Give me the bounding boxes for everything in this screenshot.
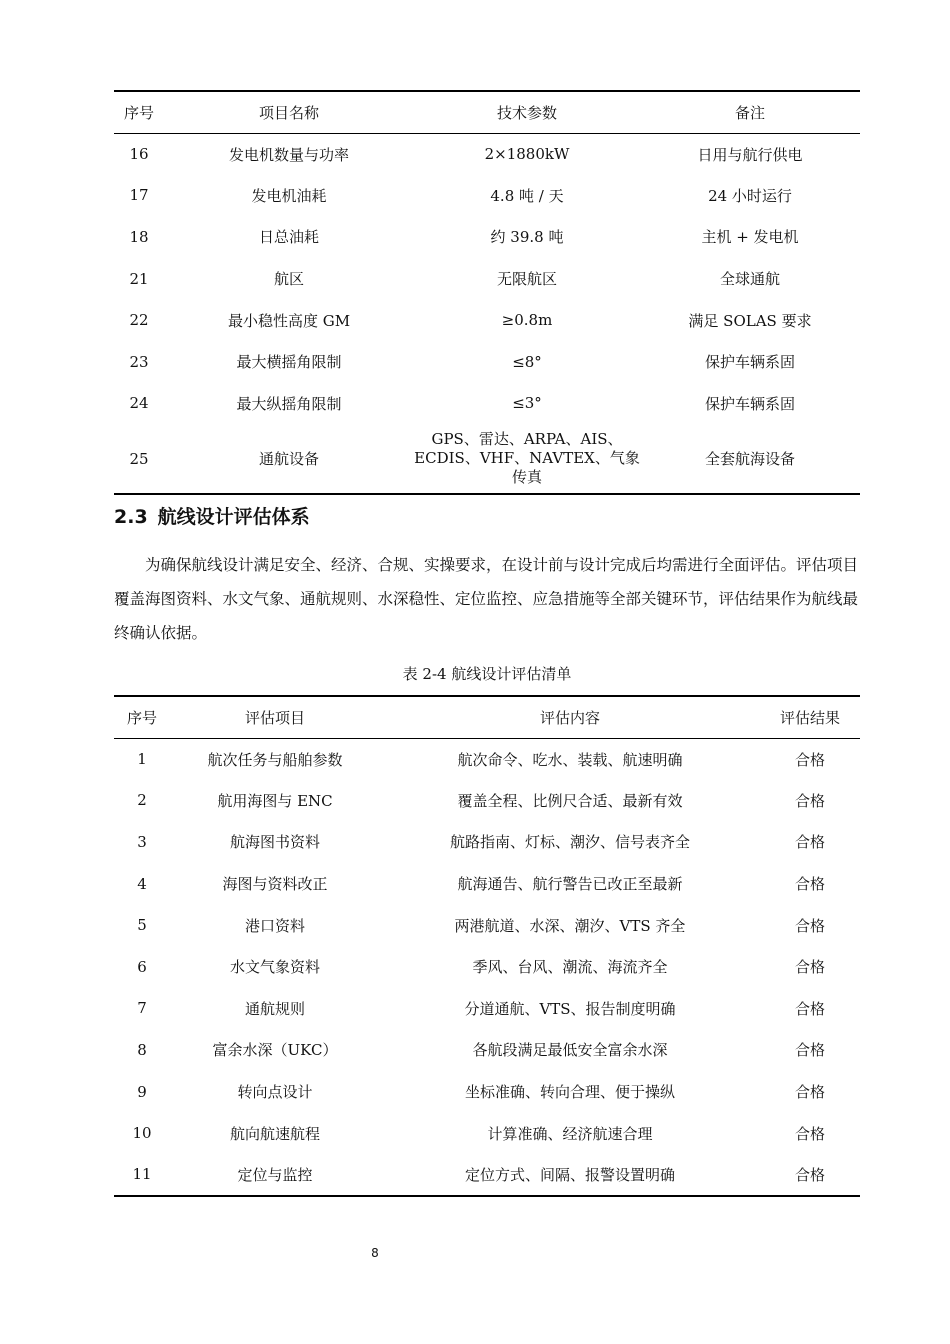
row-number: 1 (137, 750, 147, 769)
assessment-result: 合格 (794, 1083, 825, 1102)
table-row (114, 1112, 860, 1154)
section-heading (114, 502, 310, 529)
table-row (114, 1071, 860, 1113)
ship-parameters-table (114, 90, 860, 495)
item-name: 发电机油耗 (251, 186, 327, 205)
table-row (114, 1154, 860, 1196)
row-number: 24 (129, 394, 149, 413)
remark: 主机 + 发电机 (701, 228, 799, 247)
row-number: 5 (137, 916, 147, 935)
technical-param: 约 39.8 吨 (490, 228, 564, 247)
row-number: 2 (137, 791, 147, 810)
table-row (114, 780, 860, 822)
assessment-content: 计算准确、经济航速合理 (487, 1124, 653, 1143)
assessment-content: 定位方式、间隔、报警设置明确 (380, 1154, 760, 1196)
header-cell: 序号 (114, 696, 170, 738)
table-row (114, 1029, 860, 1071)
assessment-item: 航用海图与 ENC (217, 791, 333, 810)
row-number: 9 (137, 1082, 147, 1101)
header-cell: 备注 (640, 91, 860, 133)
assessment-content: 航路指南、灯标、潮汐、信号表齐全 (449, 833, 690, 852)
technical-param: 4.8 吨 / 天 (490, 186, 564, 205)
header-cell: 技术参数 (414, 91, 640, 133)
assessment-content: 覆盖全程、比例尺合适、最新有效 (457, 791, 683, 810)
remark: 满足 SOLAS 要求 (688, 311, 812, 330)
assessment-content: 各航段满足最低安全富余水深 (472, 1041, 668, 1060)
item-name: 最大横摇角限制 (236, 353, 342, 372)
header-cell: 评估项目 (170, 696, 380, 738)
assessment-item: 富余水深（UKC） (212, 1041, 338, 1060)
assessment-item: 定位与监控 (170, 1154, 380, 1196)
row-number: 7 (137, 999, 147, 1018)
assessment-result: 合格 (794, 1041, 825, 1060)
table-row (114, 258, 860, 300)
row-number: 23 (129, 352, 149, 371)
table-row (114, 175, 860, 217)
assessment-item: 航向航速航程 (229, 1124, 320, 1143)
assessment-content: 坐标准确、转向合理、便于操纵 (464, 1083, 675, 1102)
assessment-content: 分道通航、VTS、报告制度明确 (464, 999, 676, 1018)
technical-param: ≥0.8m (501, 311, 553, 330)
assessment-item: 通航规则 (244, 999, 305, 1018)
table-row (114, 383, 860, 425)
page-number: 8 (371, 1246, 379, 1260)
item-name: 发电机数量与功率 (228, 145, 349, 164)
assessment-content: 航海通告、航行警告已改正至最新 (457, 875, 683, 894)
assessment-result: 合格 (794, 750, 825, 769)
assessment-result: 合格 (760, 1154, 860, 1196)
assessment-result: 合格 (794, 958, 825, 977)
table-row (114, 738, 860, 780)
table-row (114, 988, 860, 1030)
route-assessment-table (114, 695, 860, 1197)
header-cell: 序号 (114, 91, 164, 133)
row-number: 3 (137, 832, 147, 851)
section-title: 航线设计评估体系 (157, 506, 310, 528)
item-name: 日总油耗 (258, 228, 319, 247)
row-number: 21 (129, 269, 149, 288)
row-number: 6 (137, 957, 147, 976)
row-number: 16 (129, 145, 149, 164)
row-number: 18 (129, 227, 149, 246)
technical-param-line: GPS、雷达、ARPA、AIS、 (431, 430, 623, 449)
item-name: 通航设备 (164, 424, 414, 494)
row-number: 22 (129, 311, 149, 330)
assessment-item: 港口资料 (244, 916, 305, 935)
table-row (114, 133, 860, 175)
table-row (114, 299, 860, 341)
header-cell: 评估内容 (380, 696, 760, 738)
row-number: 10 (132, 1124, 152, 1143)
table-caption: 表 2-4 航线设计评估清单 (402, 665, 572, 683)
assessment-result: 合格 (794, 1124, 825, 1143)
row-number: 17 (129, 186, 149, 205)
section-number: 2.3 (114, 506, 148, 528)
table-row (114, 863, 860, 905)
table-row (114, 341, 860, 383)
remark: 日用与航行供电 (697, 145, 803, 164)
assessment-content: 两港航道、水深、潮汐、VTS 齐全 (454, 916, 686, 935)
item-name: 最小稳性高度 GM (227, 311, 351, 330)
assessment-result: 合格 (794, 999, 825, 1018)
table-row (114, 216, 860, 258)
assessment-item: 航次任务与船舶参数 (207, 750, 343, 769)
row-number: 8 (137, 1040, 147, 1059)
remark: 全套航海设备 (640, 424, 860, 494)
assessment-result: 合格 (794, 875, 825, 894)
assessment-item: 航海图书资料 (229, 833, 320, 852)
assessment-item: 转向点设计 (237, 1083, 313, 1102)
assessment-result: 合格 (794, 833, 825, 852)
header-cell: 项目名称 (164, 91, 414, 133)
section-paragraph: 为确保航线设计满足安全、经济、合规、实操要求，在设计前与设计完成后均需进行全面评估。评估项目覆盖海图资料、水文气象、通航规则、水深稳性、定位监控、应急措施等全部关键环节，评估结果作为航线最终确认依据。 (114, 556, 859, 642)
technical-param: 无限航区 (496, 270, 557, 289)
row-number: 25 (114, 424, 164, 494)
row-number: 11 (114, 1154, 170, 1196)
technical-param (414, 424, 640, 494)
assessment-content: 航次命令、吃水、装载、航速明确 (457, 750, 683, 769)
assessment-item: 海图与资料改正 (222, 875, 328, 894)
table-header-row (114, 696, 860, 738)
remark: 保护车辆系固 (704, 353, 795, 372)
item-name: 最大纵摇角限制 (236, 394, 342, 413)
technical-param: 2×1880kW (484, 145, 570, 164)
table-row (114, 424, 860, 494)
row-number: 4 (137, 874, 147, 893)
assessment-content: 季风、台风、潮流、海流齐全 (472, 958, 668, 977)
header-cell: 评估结果 (760, 696, 860, 738)
item-name: 航区 (273, 270, 304, 289)
assessment-item: 水文气象资料 (229, 958, 320, 977)
table-row (114, 821, 860, 863)
remark: 24 小时运行 (708, 186, 792, 205)
technical-param: ≤8° (512, 352, 542, 371)
technical-param-line: ECDIS、VHF、NAVTEX、气象传真 (414, 449, 640, 487)
assessment-result: 合格 (794, 791, 825, 810)
assessment-result: 合格 (794, 916, 825, 935)
table-header-row (114, 91, 860, 133)
remark: 保护车辆系固 (704, 394, 795, 413)
technical-param: ≤3° (512, 394, 542, 413)
table-row (114, 946, 860, 988)
table-row (114, 904, 860, 946)
remark: 全球通航 (719, 270, 780, 289)
